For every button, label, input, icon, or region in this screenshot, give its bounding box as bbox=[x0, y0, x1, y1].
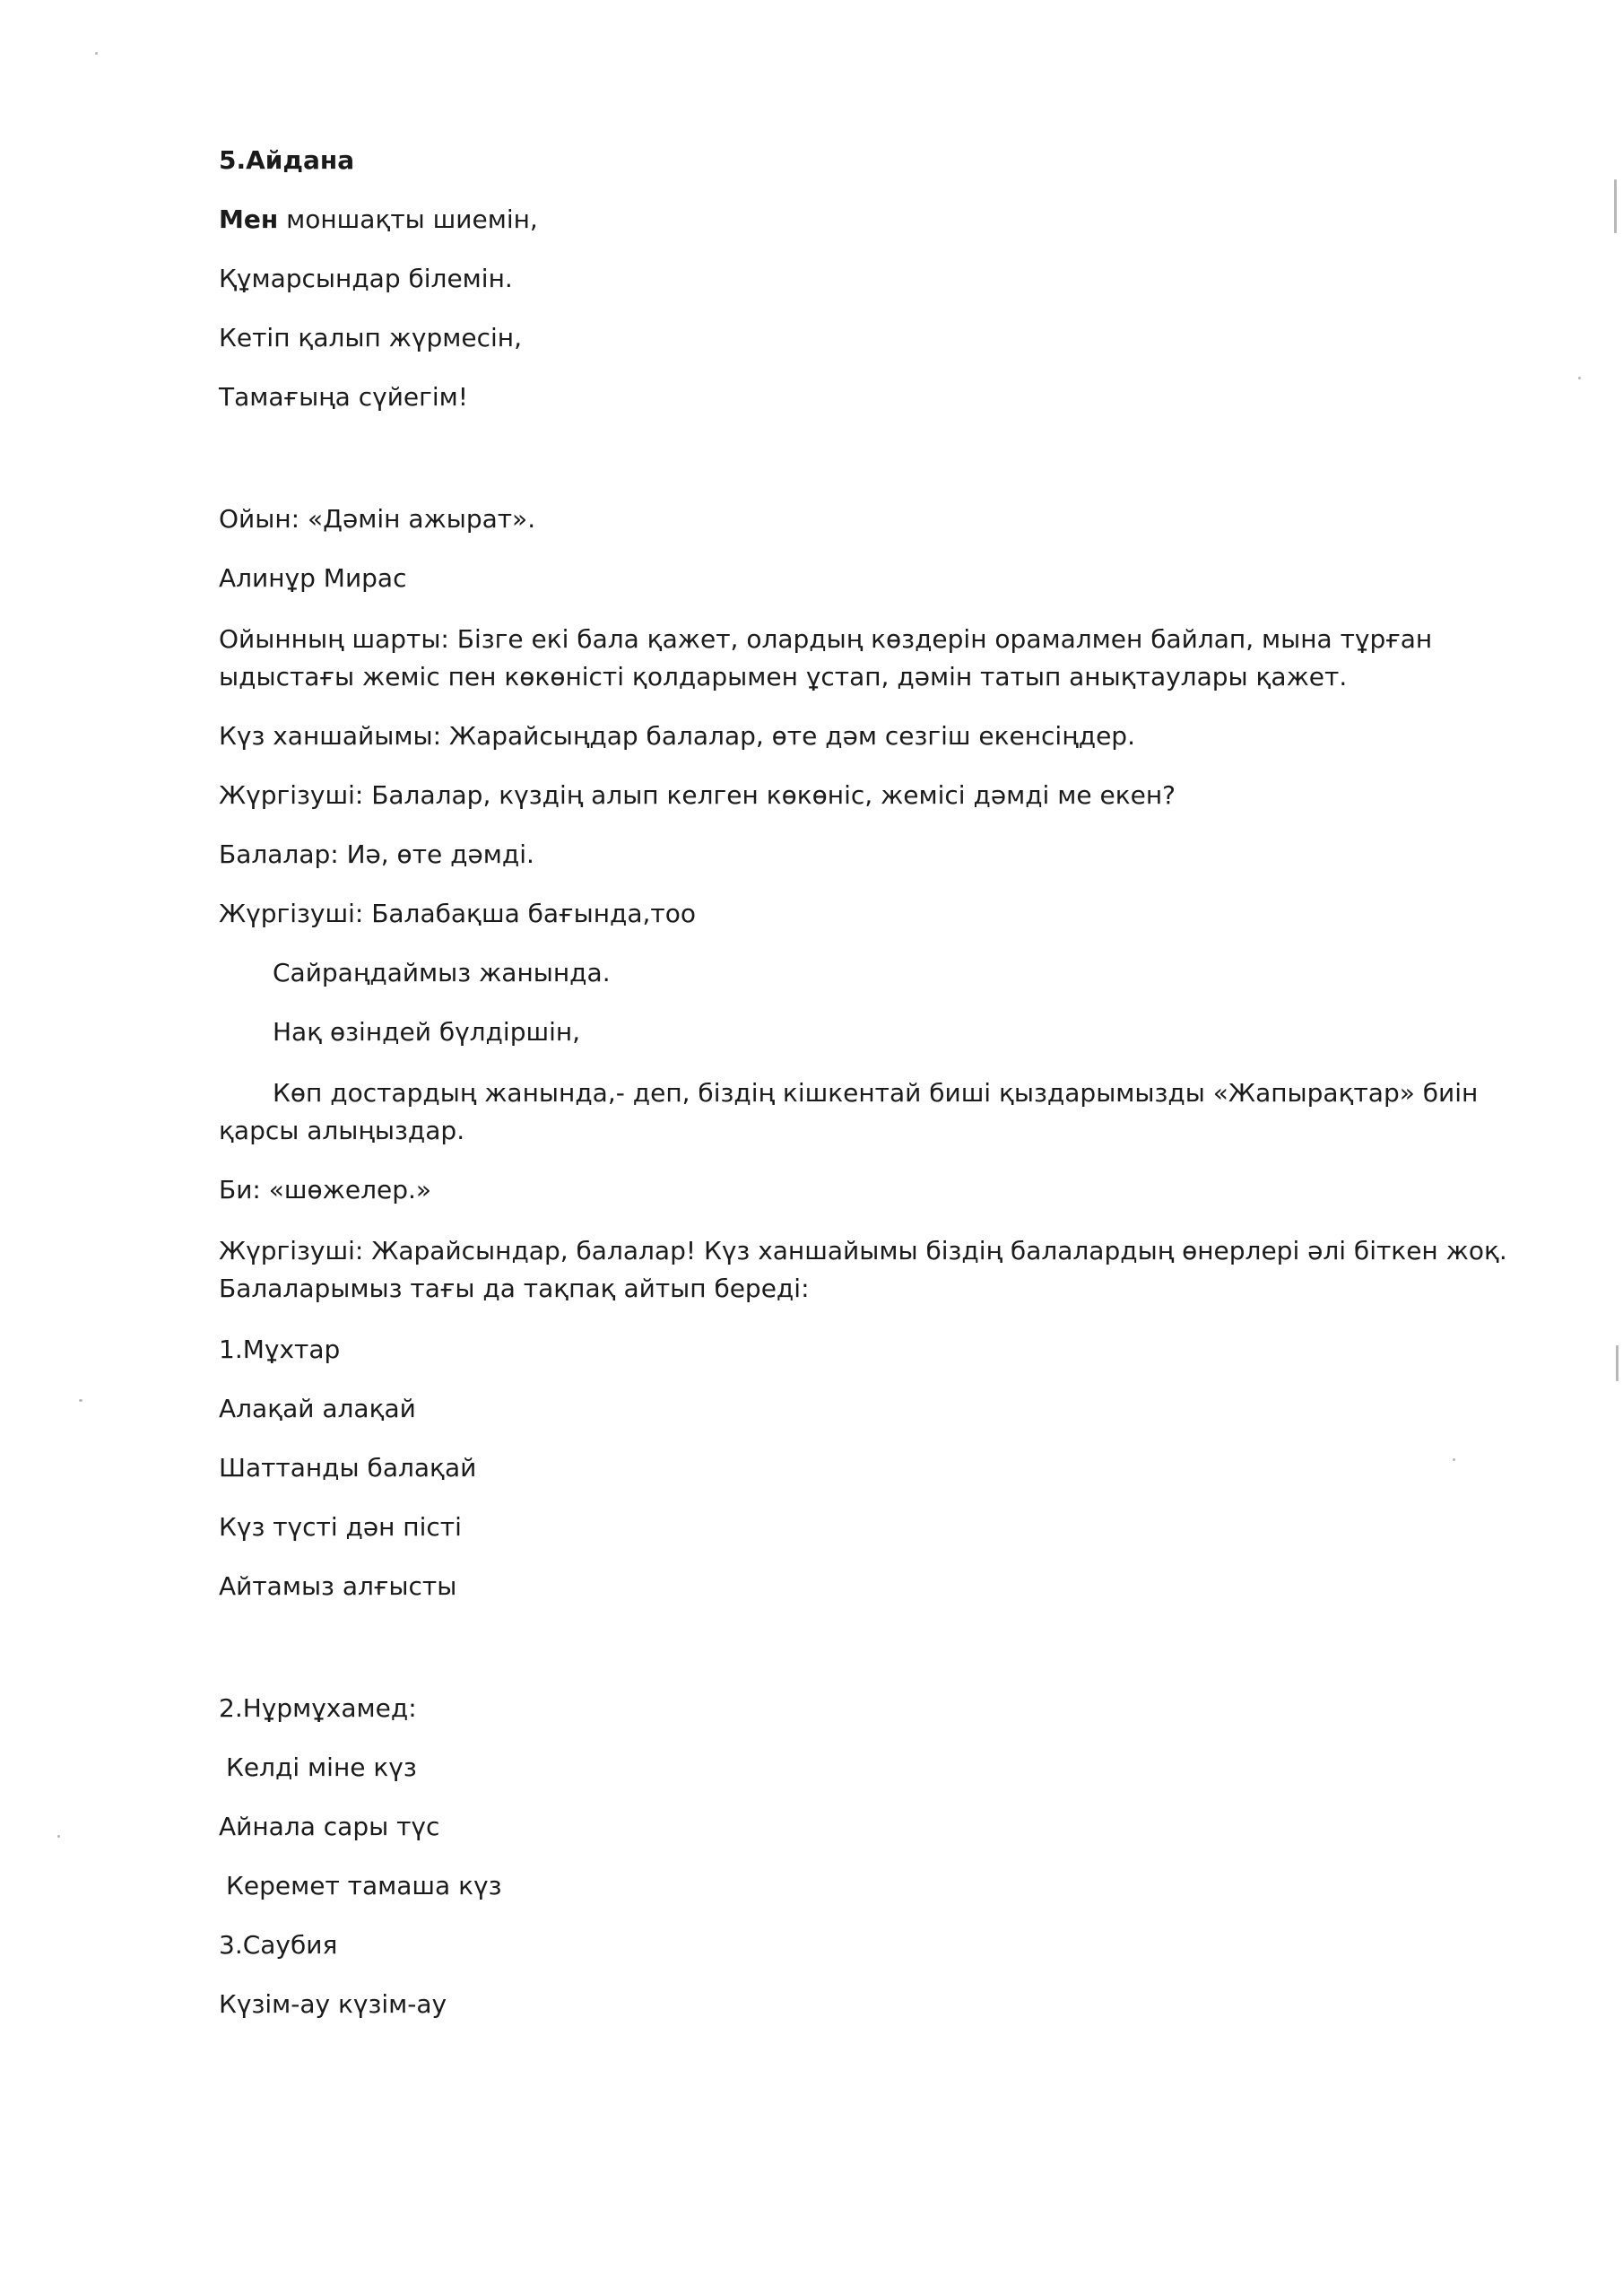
verse-line: қарсы алыңыздар. bbox=[219, 1116, 465, 1145]
scan-speck bbox=[95, 52, 98, 55]
game-rules-line: Ойынның шарты: Бізге екі бала қажет, олардың көздерін орамалмен байлап, мына тұрған bbox=[219, 624, 1433, 654]
verse-line: Құмарсындар білемін. bbox=[219, 264, 513, 293]
poem-line: Күз түсті дән пісті bbox=[219, 1512, 462, 1542]
verse-line: Тамағыңа сүйегім! bbox=[219, 382, 468, 412]
scan-speck bbox=[79, 1399, 82, 1402]
poem-heading: 1.Мұхтар bbox=[219, 1335, 341, 1364]
scan-speck bbox=[57, 1835, 60, 1838]
verse-line bbox=[219, 201, 538, 239]
verse-line: Кетіп қалып жүрмесін, bbox=[219, 323, 522, 352]
poem-line: Күзім-ау күзім-ау bbox=[219, 1989, 447, 2019]
scan-edge-mark bbox=[1616, 1345, 1619, 1381]
game-players: Алинұр Мирас bbox=[219, 563, 407, 593]
scan-speck bbox=[1453, 1458, 1455, 1461]
verse-text: моншақты шиемін, bbox=[278, 204, 538, 234]
poem-line: Айтамыз алғысты bbox=[219, 1571, 457, 1601]
poem-line: Шаттанды балақай bbox=[219, 1453, 477, 1483]
poem-heading: 2.Нұрмұхамед: bbox=[219, 1693, 417, 1723]
poem-line: Айнала сары түс bbox=[219, 1812, 440, 1841]
game-title: Ойын: «Дәмін ажырат». bbox=[219, 504, 536, 534]
dialogue-line: Балалар: Иә, өте дәмді. bbox=[219, 839, 534, 869]
dialogue-line: Жүргізуші: Балалар, күздің алып келген көкөніс, жемісі дәмді ме екен? bbox=[219, 780, 1176, 810]
scan-edge-mark bbox=[1614, 179, 1617, 233]
verse-line: Нақ өзіндей бүлдіршін, bbox=[273, 1017, 581, 1047]
dialogue-line: Жүргізуші: Балабақша бағында,тоо bbox=[219, 899, 696, 928]
dialogue-line: Күз ханшайымы: Жарайсыңдар балалар, өте дәм сезгіш екенсіңдер. bbox=[219, 721, 1135, 751]
dance-line: Би: «шөжелер.» bbox=[219, 1175, 432, 1205]
dialogue-line: Жүргізуші: Жарайсындар, балалар! Күз ханшайымы біздің балалардың өнерлері әлі біткен жоқ. bbox=[219, 1236, 1507, 1265]
bold-word: Мен bbox=[219, 204, 279, 234]
game-rules-line: ыдыстағы жеміс пен көкөністі қолдарымен ұстап, дәмін татып анықтаулары қажет. bbox=[219, 662, 1348, 691]
dialogue-line: Балаларымыз тағы да тақпақ айтып береді: bbox=[219, 1274, 810, 1303]
poem-line: Алақай алақай bbox=[219, 1394, 416, 1423]
poem-heading: 3.Саубия bbox=[219, 1930, 338, 1960]
poem-line: Келді міне күз bbox=[226, 1752, 417, 1782]
section-heading: 5.Айдана bbox=[219, 145, 355, 175]
scan-speck bbox=[1578, 377, 1581, 379]
verse-line: Көп достардың жанында,- деп, біздің кішкентай биші қыздарымызды «Жапырақтар» биін bbox=[273, 1078, 1479, 1108]
verse-line: Сайраңдаймыз жанында. bbox=[273, 958, 611, 987]
poem-line: Керемет тамаша күз bbox=[226, 1871, 502, 1900]
